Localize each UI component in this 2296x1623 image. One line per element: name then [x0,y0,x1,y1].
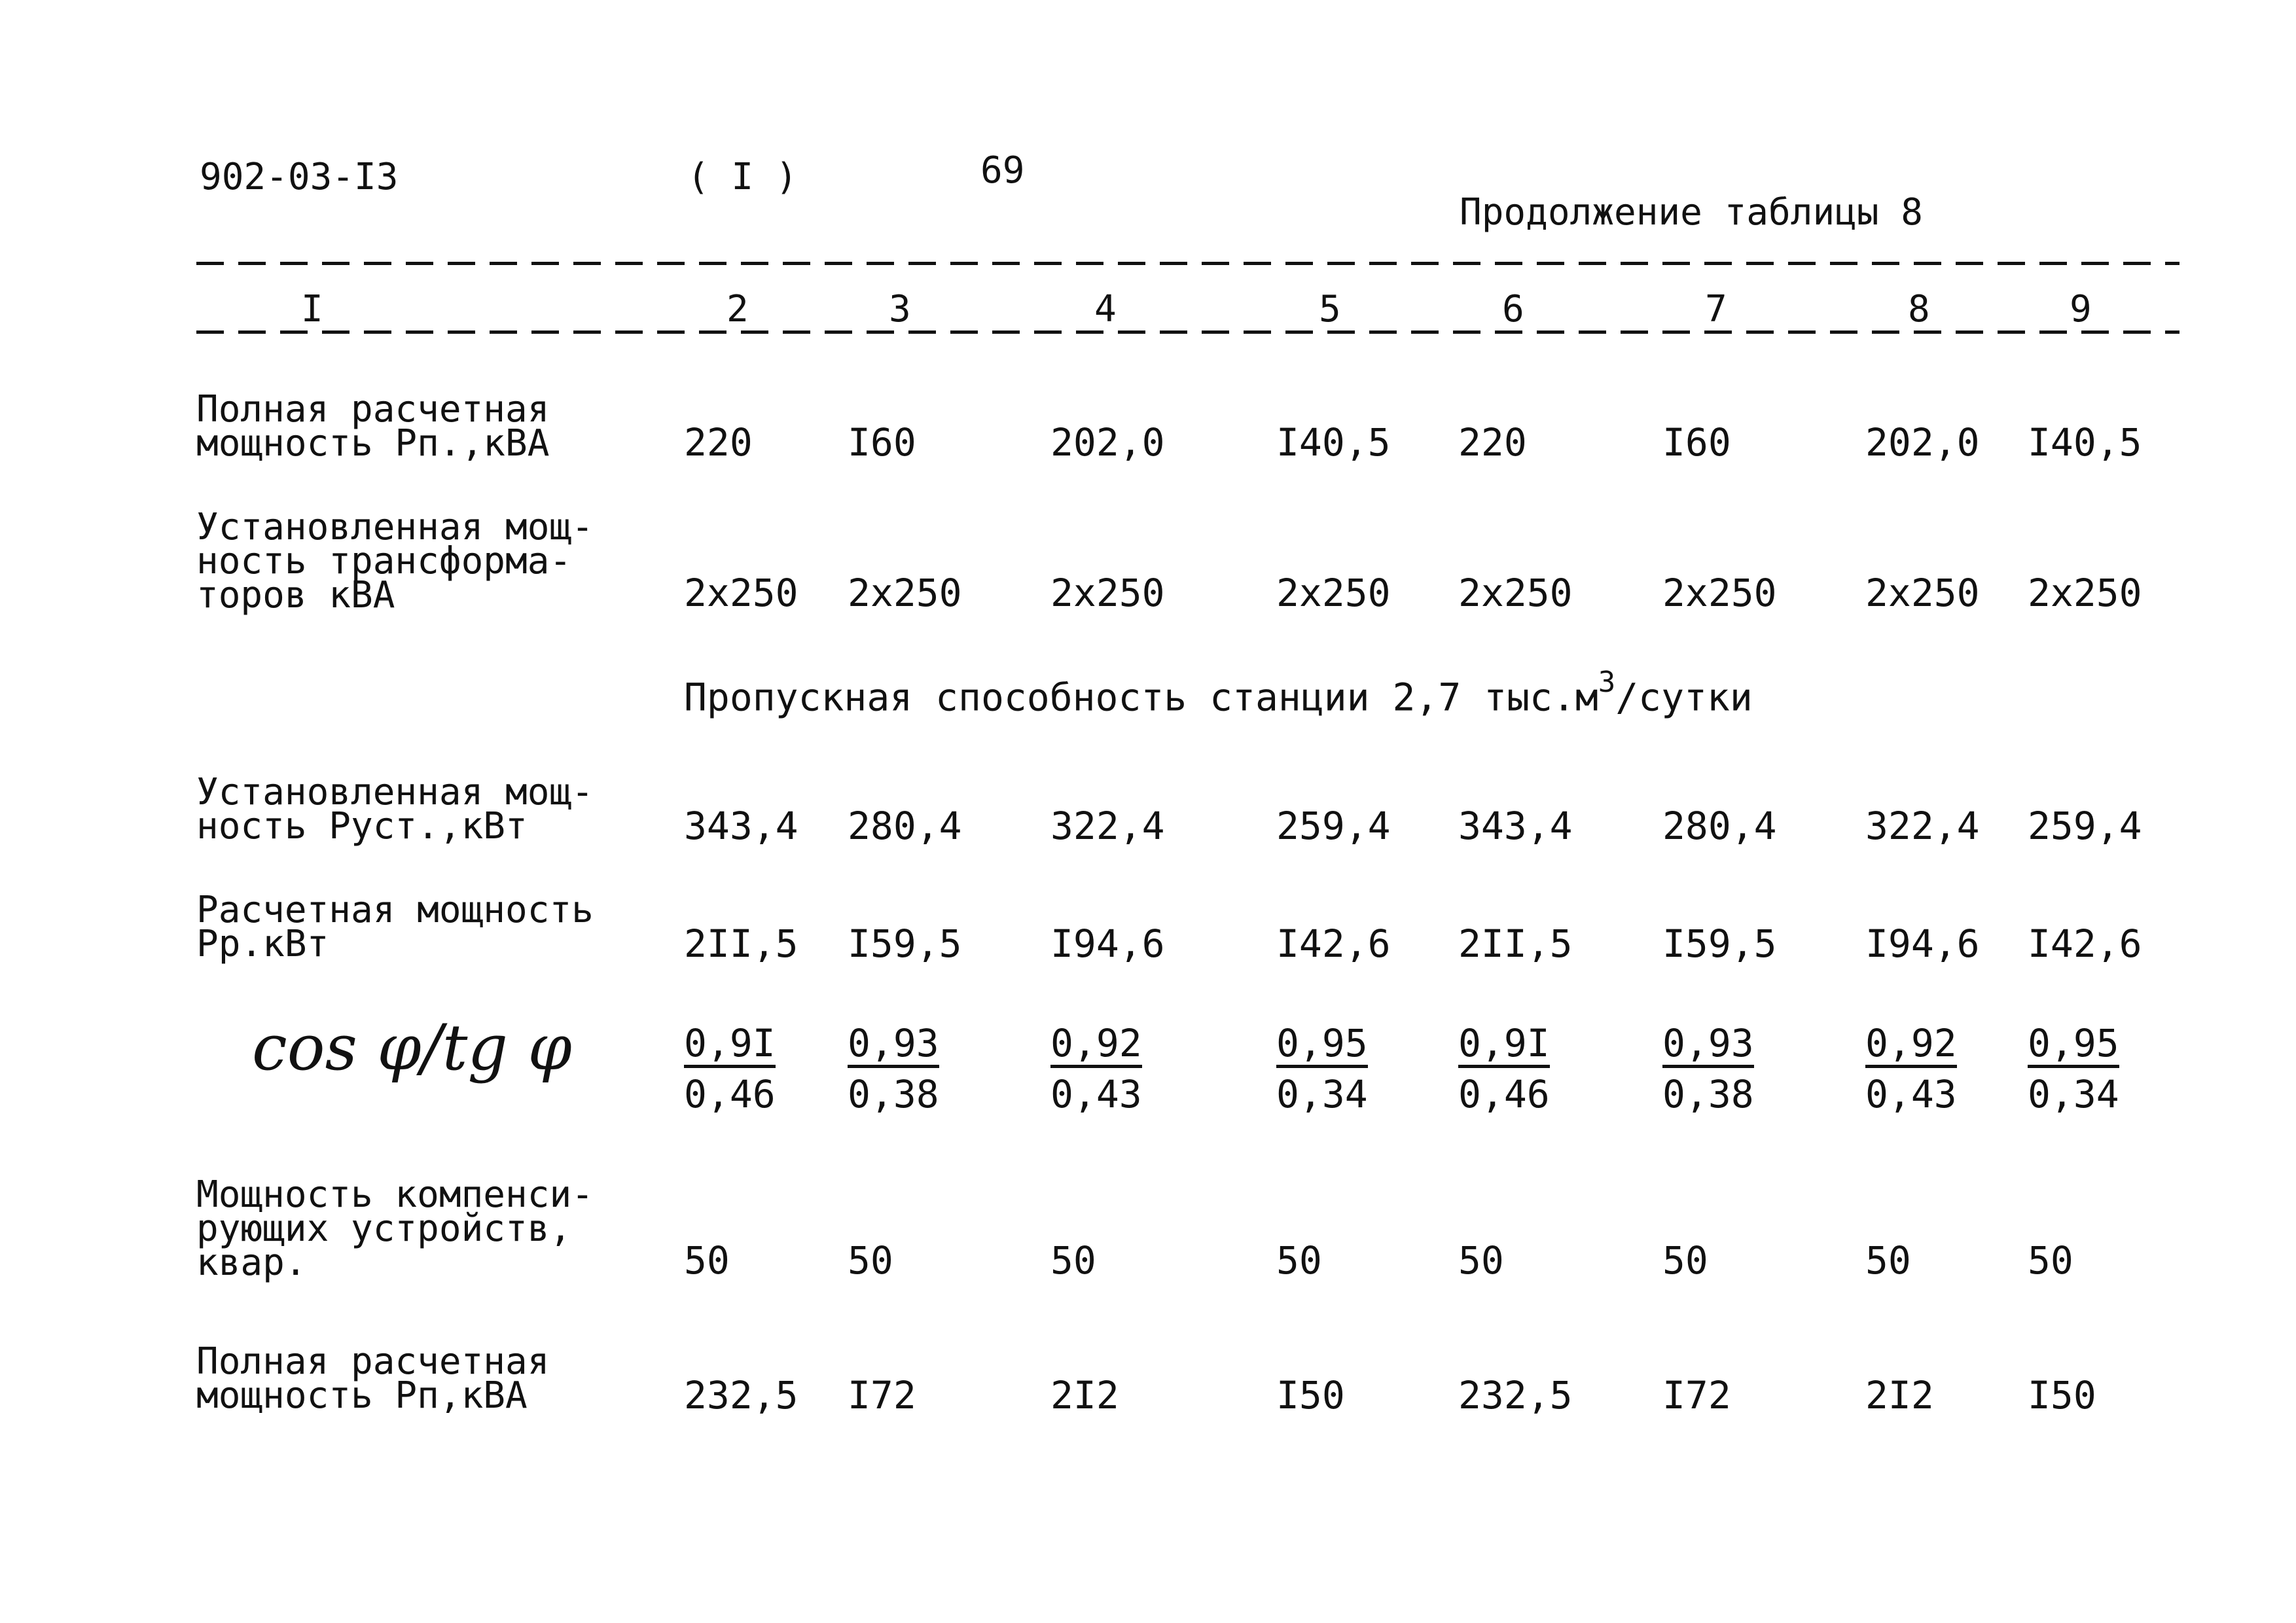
table-cell: I72 [1662,1373,1731,1418]
table-cell: 2x250 [1865,571,1980,615]
fraction-cell: $\frac{0,93}{0,38}$ [848,1021,939,1116]
table-cell: 2x250 [684,571,798,615]
row-label-total-power-final: Полная расчетная мощность Рп,кВА [196,1340,550,1417]
table-cell: 232,5 [1458,1373,1573,1418]
table-cell: 2x250 [2028,571,2142,615]
fraction-cell: $\frac{0,9I}{0,46}$ [1458,1021,1550,1116]
volume-number: ( I ) [687,156,798,198]
header-bottom-rule [196,330,2179,334]
fraction-cell: $\frac{0,93}{0,38}$ [1662,1021,1754,1116]
header-top-rule [196,262,2179,265]
table-cell: 2x250 [1458,571,1573,615]
fraction-cell: $\frac{0,95}{0,34}$ [2028,1021,2119,1116]
table-cell: 2II,5 [1458,921,1573,966]
column-header-6: 6 [1502,288,1524,330]
table-cell: I59,5 [1662,921,1777,966]
table-cell: 50 [1865,1238,1911,1283]
table-cell: I72 [848,1373,916,1418]
table-cell: 2x250 [1662,571,1777,615]
row-label-calculated-power: Расчетная мощность Рр.кВт [196,889,594,965]
row-label-installed-power: Установленная мощ- ность Руст.,кВт [196,771,594,847]
page-number: 69 [980,149,1025,192]
table-cell: I42,6 [1276,921,1391,966]
column-header-5: 5 [1319,288,1341,330]
table-cell: I40,5 [1276,420,1391,465]
table-cell: I59,5 [848,921,962,966]
column-header-9: 9 [2070,288,2092,330]
row-label-compensation-power: Мощность компенси- рующих устройств, квар. [196,1173,594,1284]
table-cell: 280,4 [848,804,962,848]
table-cell: 2x250 [1050,571,1165,615]
table-cell: 50 [1050,1238,1096,1283]
row-label-total-power: Полная расчетная мощность Рп.,кВА [196,388,550,465]
table-cell: 322,4 [1050,804,1165,848]
table-cell: 2x250 [848,571,962,615]
table-cell: 50 [1276,1238,1322,1283]
table-cell: I40,5 [2028,420,2142,465]
table-cell: I42,6 [2028,921,2142,966]
table-cell: 343,4 [1458,804,1573,848]
fraction-cell: $\frac{0,9I}{0,46}$ [684,1021,776,1116]
column-header-3: 3 [889,288,911,330]
table-cell: I94,6 [1050,921,1165,966]
table-cell: I94,6 [1865,921,1980,966]
fraction-cell: $\frac{0,92}{0,43}$ [1050,1021,1142,1116]
table-continuation-title: Продолжение таблицы 8 [1460,191,1924,234]
table-cell: 280,4 [1662,804,1777,848]
table-cell: I50 [1276,1373,1345,1418]
table-cell: 2x250 [1276,571,1391,615]
table-cell: 322,4 [1865,804,1980,848]
table-cell: 50 [1458,1238,1504,1283]
fraction-cell: $\frac{0,92}{0,43}$ [1865,1021,1957,1116]
table-cell: 259,4 [2028,804,2142,848]
column-header-4: 4 [1094,288,1117,330]
table-cell: 220 [684,420,753,465]
table-cell: 259,4 [1276,804,1391,848]
table-cell: 202,0 [1865,420,1980,465]
table-cell: 50 [684,1238,730,1283]
table-cell: I60 [848,420,916,465]
table-cell: 50 [848,1238,893,1283]
column-header-7: 7 [1705,288,1727,330]
table-cell: 2I2 [1050,1373,1119,1418]
section-heading-capacity: Пропускная способность станции 2,7 $тыс.м^3$/сутки [684,666,1753,720]
fraction-cell: $\frac{0,95}{0,34}$ [1276,1021,1368,1116]
row-label-cos-tg: cos φ/tg φ [252,1011,572,1084]
row-label-transformer-power: Установленная мощ- ность трансформа- торов кВА [196,506,594,616]
table-cell: 50 [2028,1238,2073,1283]
document-code: 902-03-I3 [200,156,399,198]
column-header-1: I [301,288,323,330]
table-cell: I50 [2028,1373,2096,1418]
table-cell: 220 [1458,420,1527,465]
column-header-8: 8 [1908,288,1930,330]
table-cell: I60 [1662,420,1731,465]
table-cell: 202,0 [1050,420,1165,465]
table-cell: 232,5 [684,1373,798,1418]
table-cell: 2II,5 [684,921,798,966]
table-cell: 50 [1662,1238,1708,1283]
table-cell: 2I2 [1865,1373,1934,1418]
column-header-2: 2 [726,288,749,330]
table-cell: 343,4 [684,804,798,848]
